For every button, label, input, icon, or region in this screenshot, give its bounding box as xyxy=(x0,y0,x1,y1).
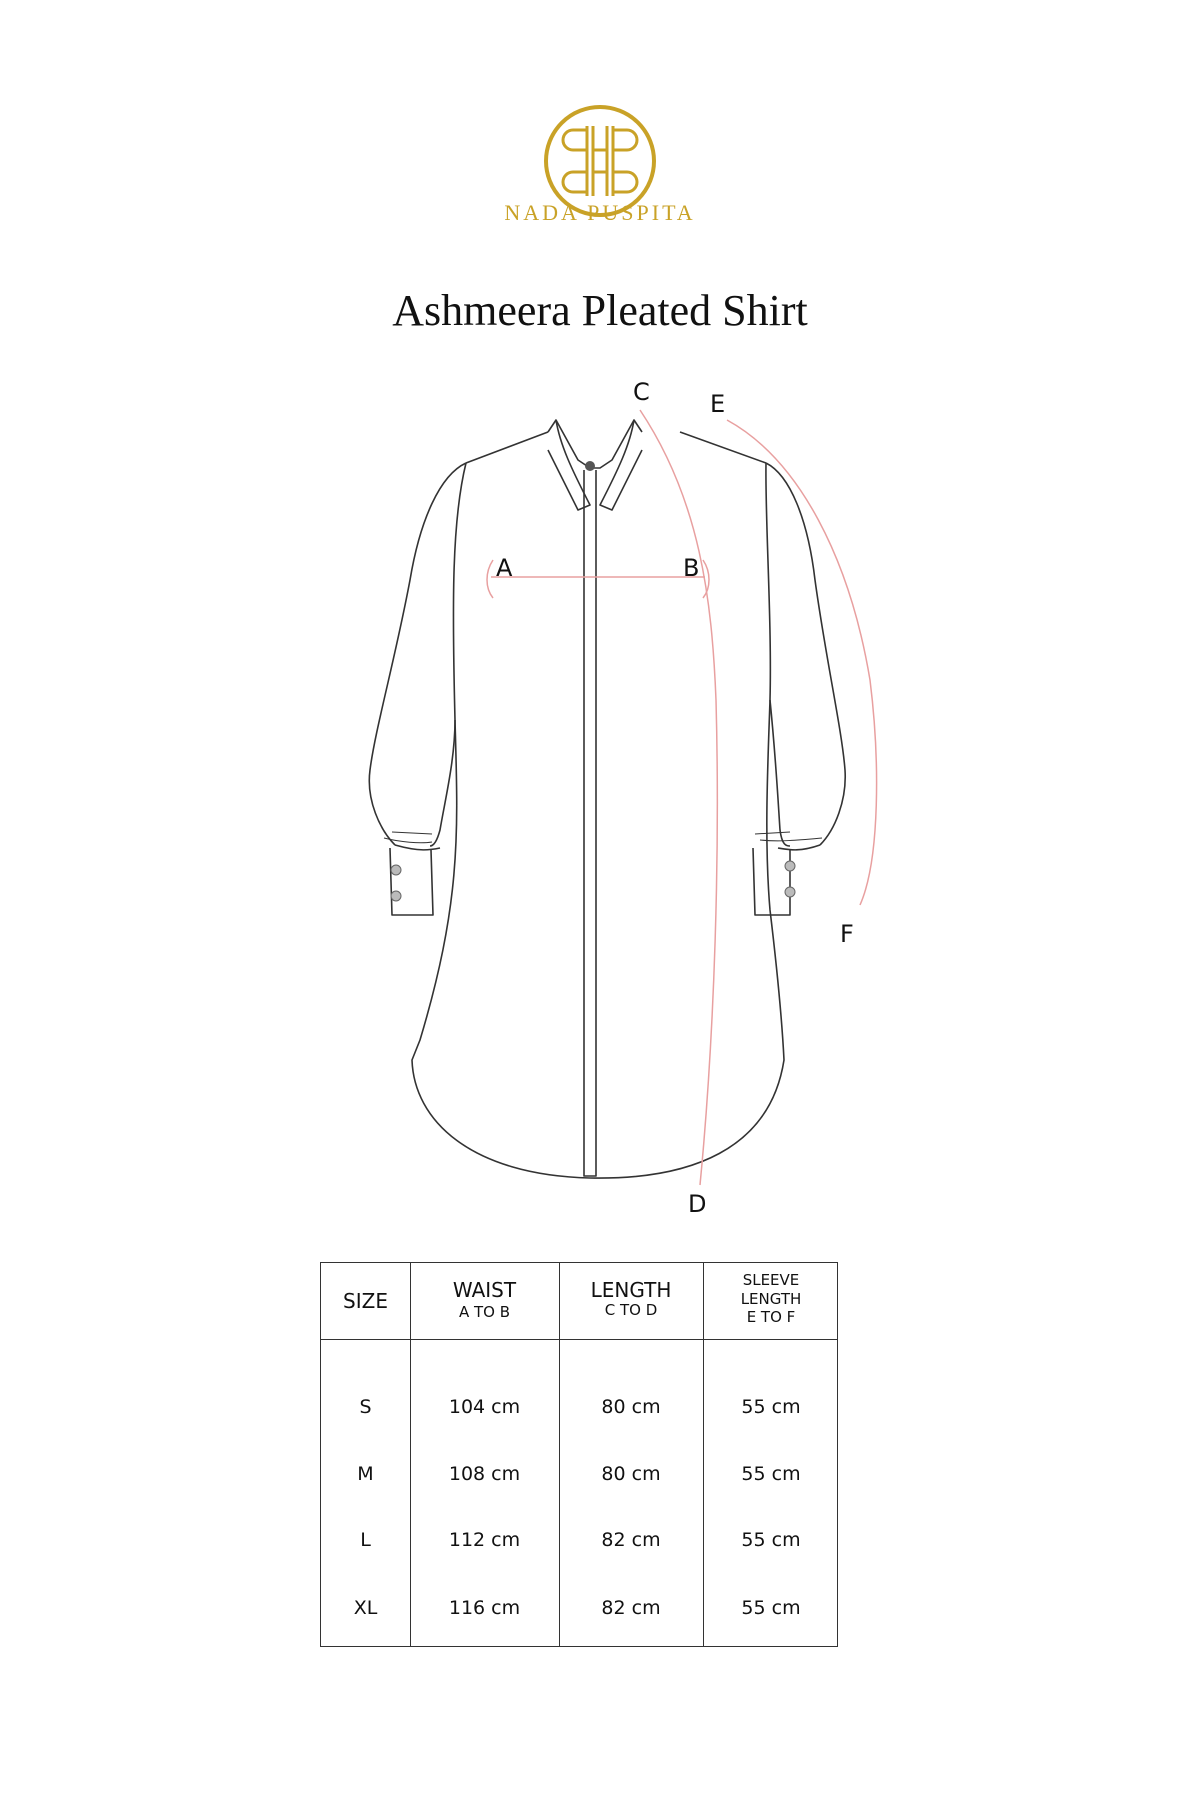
sleeve-cell: 55 cm xyxy=(741,1529,801,1551)
product-title: Ashmeera Pleated Shirt xyxy=(392,286,808,335)
left-sleeve-outline xyxy=(369,463,466,845)
header-waist: WAIST xyxy=(452,1278,517,1302)
sleeve-cell: 55 cm xyxy=(741,1463,801,1485)
right-cuff-button-bottom xyxy=(785,887,795,897)
length-cell: 82 cm xyxy=(601,1529,661,1551)
length-measure-line xyxy=(640,410,717,1185)
waist-cell: 116 cm xyxy=(448,1597,521,1619)
label-a: A xyxy=(496,554,513,582)
brand-name: NADA PUSPITA xyxy=(504,200,696,225)
header-length-sub: C TO D xyxy=(604,1301,658,1319)
sleeve-measure-line xyxy=(727,420,877,905)
label-e: E xyxy=(710,390,726,418)
sleeve-cell: 55 cm xyxy=(741,1396,801,1418)
length-cell: 80 cm xyxy=(601,1463,661,1485)
collar-button xyxy=(585,461,595,471)
size-cell: S xyxy=(359,1396,372,1418)
size-cell: M xyxy=(357,1463,374,1485)
waist-cell: 112 cm xyxy=(448,1529,521,1551)
label-c: C xyxy=(633,378,650,406)
size-cell: L xyxy=(360,1529,371,1551)
right-cuff-button-top xyxy=(785,861,795,871)
length-cell: 82 cm xyxy=(601,1597,661,1619)
header-sleeve-line2: LENGTH xyxy=(740,1290,802,1308)
left-cuff-button-bottom xyxy=(391,891,401,901)
header-waist-sub: A TO B xyxy=(458,1303,511,1321)
header-size: SIZE xyxy=(343,1289,388,1313)
label-b: B xyxy=(683,554,700,582)
label-d: D xyxy=(688,1190,707,1218)
header-sleeve-line1: SLEEVE xyxy=(742,1271,800,1289)
label-f: F xyxy=(840,920,854,948)
header-length: LENGTH xyxy=(590,1278,672,1302)
waist-cell: 104 cm xyxy=(448,1396,521,1418)
left-cuff-button-top xyxy=(391,865,401,875)
size-cell: XL xyxy=(353,1597,378,1619)
button-placket xyxy=(584,470,596,1176)
length-cell: 80 cm xyxy=(601,1396,661,1418)
waist-cell: 108 cm xyxy=(448,1463,521,1485)
shirt-body-outline xyxy=(412,463,784,1178)
size-chart-table xyxy=(320,1262,838,1647)
header-sleeve-line3: E TO F xyxy=(746,1308,796,1326)
sleeve-cell: 55 cm xyxy=(741,1597,801,1619)
